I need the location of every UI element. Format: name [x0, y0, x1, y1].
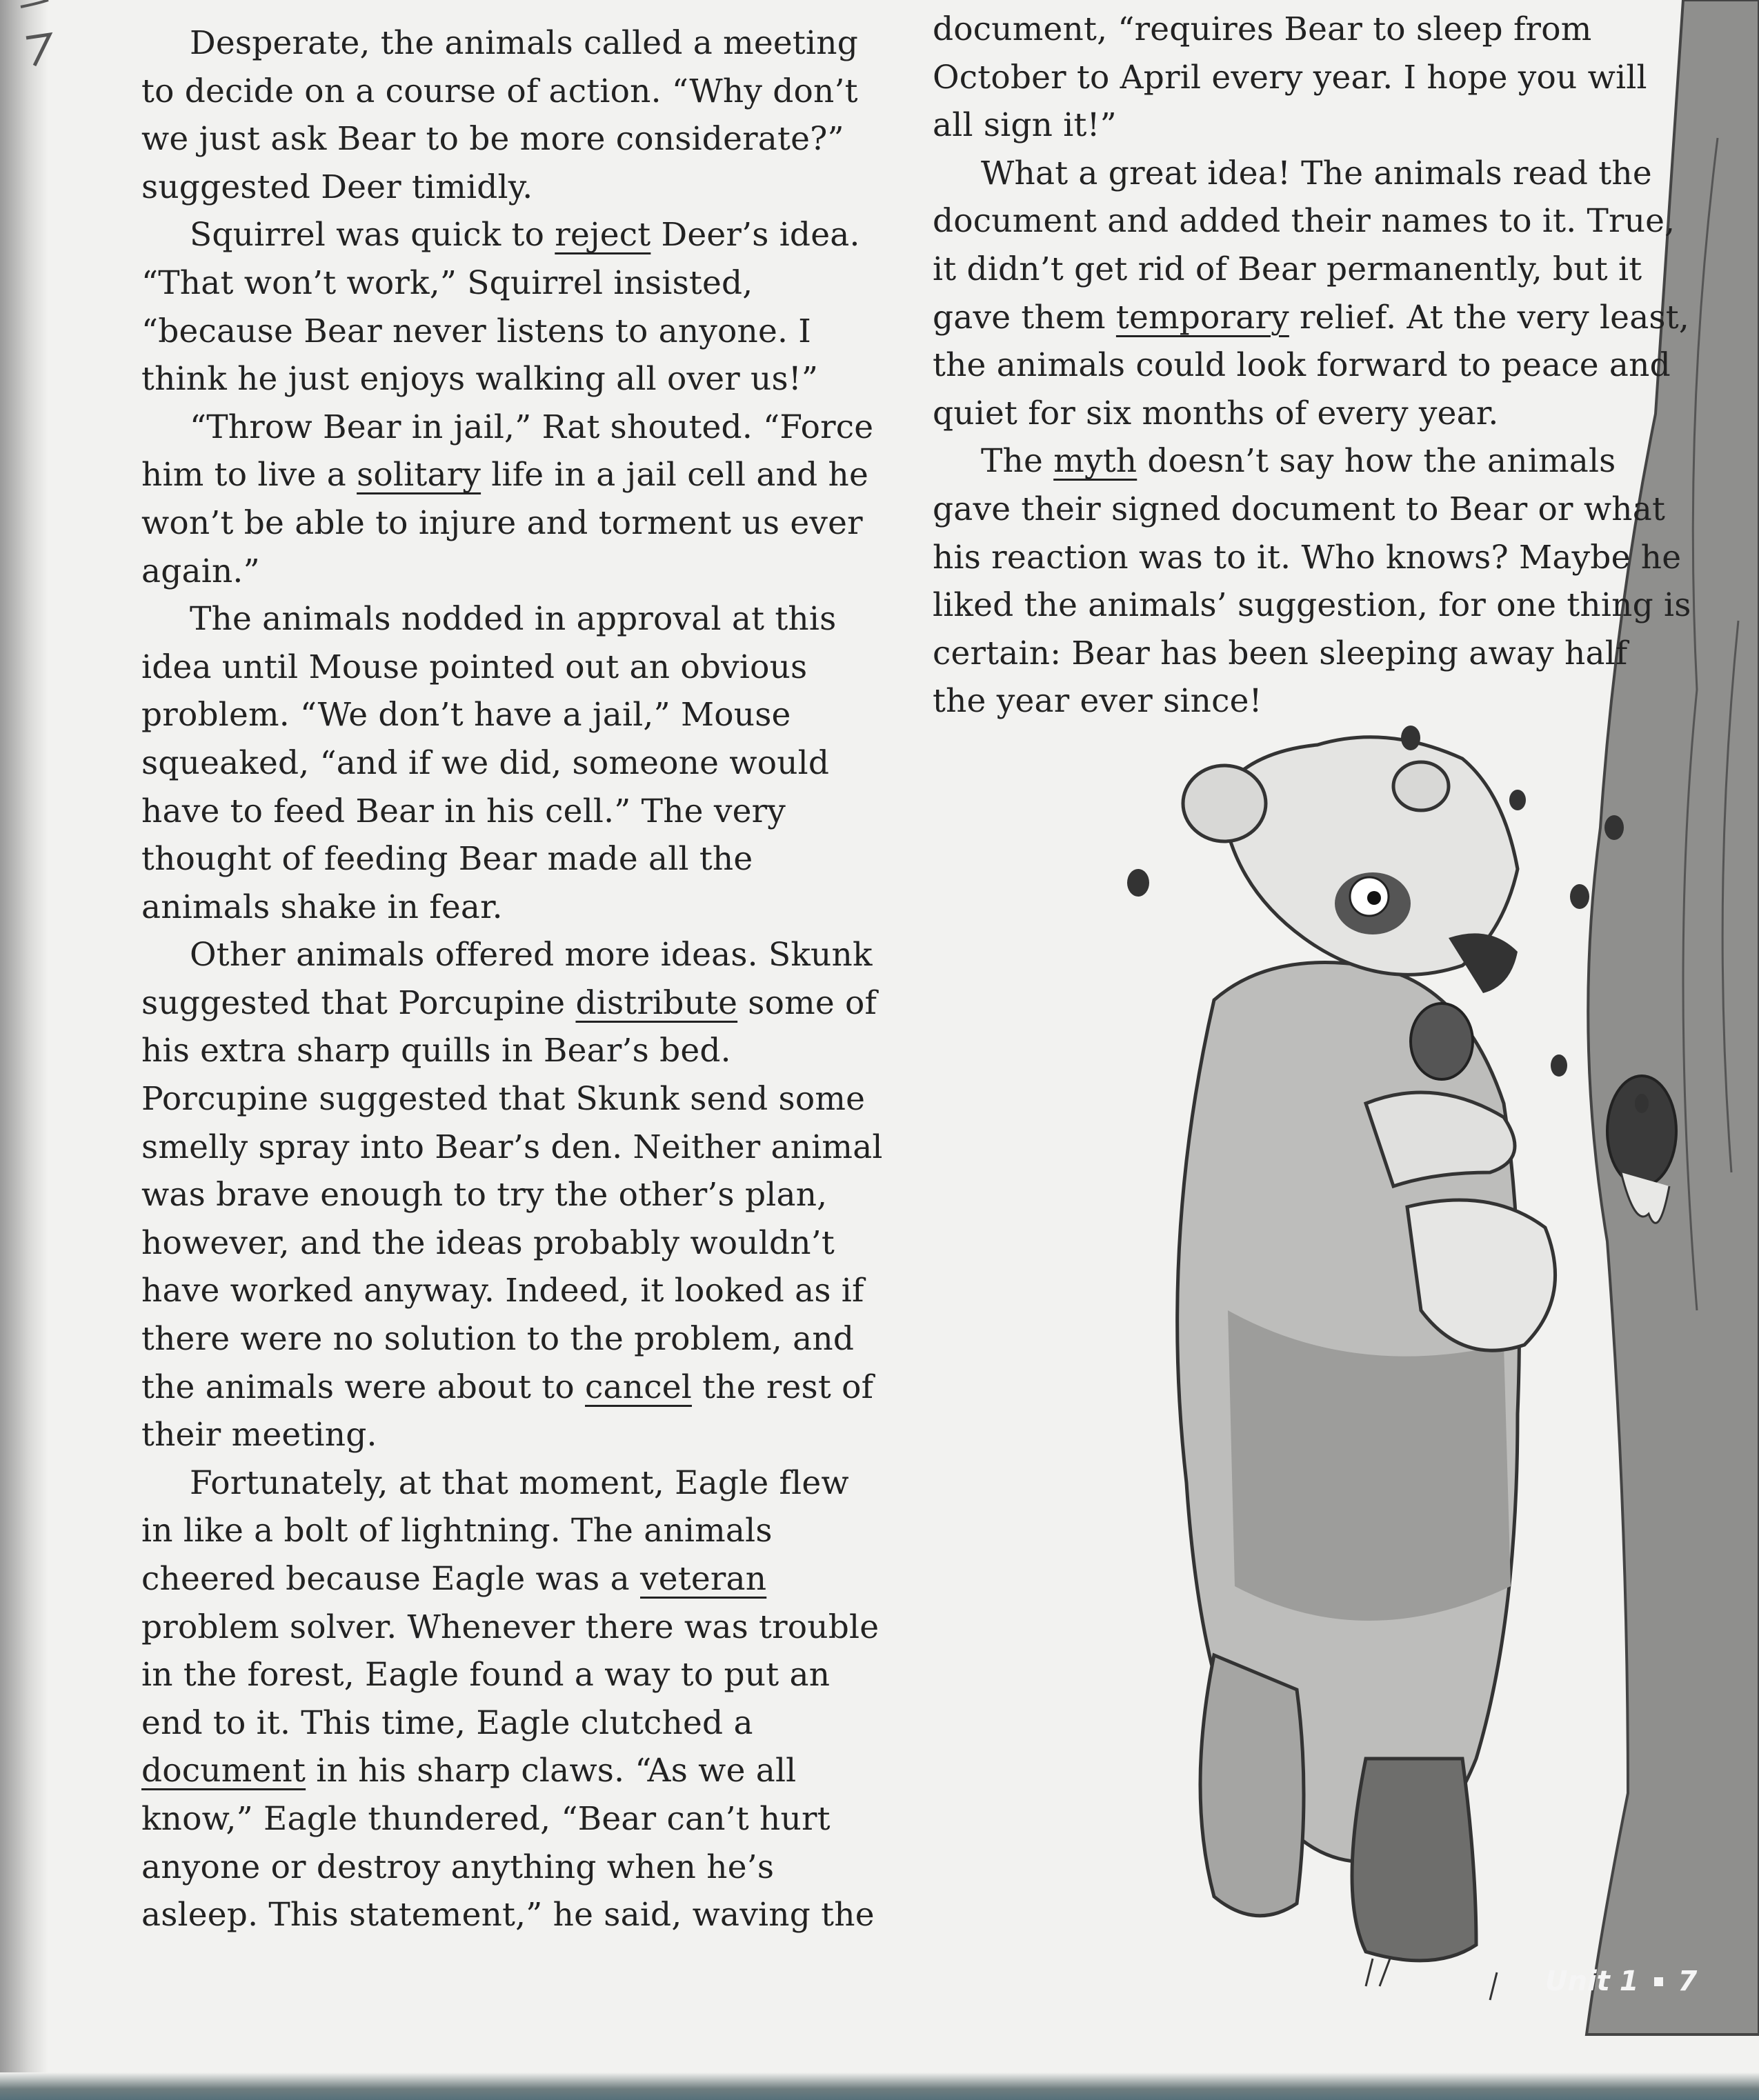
paragraph-text: “Throw Bear in jail,” Rat shouted. “Force him to live a — [141, 408, 874, 494]
paragraph-text: Deer’s idea. “That won’t work,” Squirrel insisted, “because Bear never listens to anyone. I think he just enjoys walking all over us!” — [141, 216, 860, 399]
vocabulary-word: veteran — [640, 1560, 767, 1598]
vocabulary-word: reject — [555, 216, 651, 254]
paragraph — [141, 931, 890, 1459]
paragraph-text: in his sharp claws. “As we all know,” Eagle thundered, “Bear can’t hurt anyone or destroy anything when he’s asleep. This statement,” he said, waving the — [141, 1752, 875, 1934]
paragraph-text: doesn’t say how the animals gave their signed document to Bear or what his reaction was to it. Who knows? Maybe he liked the animals’ suggestion, for one thing is certain: Bear has been sleeping away half the year ever since! — [933, 442, 1691, 721]
bear-ear — [1183, 766, 1266, 841]
page-footer — [1545, 1966, 1697, 1997]
paragraph — [141, 19, 890, 211]
paragraph-text: the rest of their meeting. — [141, 1368, 874, 1454]
vocabulary-word: distribute — [575, 983, 738, 1022]
paragraph-text: Desperate, the animals called a meeting to decide on a course of action. “Why don’t we just ask Bear to be more considerate?” suggested Deer timidly. — [141, 24, 858, 206]
bear-mouth — [1411, 1003, 1473, 1079]
paragraph — [933, 150, 1691, 438]
paragraph-text: Squirrel was quick to — [190, 216, 555, 254]
story-left-column — [141, 19, 890, 1939]
paragraph-text: Fortunately, at that moment, Eagle flew in like a bolt of lightning. The animals cheered because Eagle was a — [141, 1463, 849, 1598]
paragraph-text: relief. At the very least, the animals could look forward to peace and quiet for six months of every year. — [933, 298, 1689, 432]
page-bottom-edge — [0, 2072, 1759, 2100]
separator-square — [1654, 1977, 1663, 1986]
story-right-column — [933, 6, 1691, 726]
paragraph-text: problem solver. Whenever there was trouble in the forest, Eagle found a way to put an end to it. This time, Eagle clutched a — [141, 1608, 880, 1742]
vocabulary-word: solitary — [357, 456, 481, 494]
unit-label: Unit 1 — [1545, 1966, 1639, 1997]
vocabulary-word: myth — [1053, 442, 1137, 481]
paragraph-text: Other animals offered more ideas. Skunk suggested that Porcupine — [141, 936, 873, 1022]
bear-leg — [1200, 1655, 1304, 1916]
vocabulary-word: document — [141, 1752, 306, 1790]
page-edge-shadow — [0, 0, 48, 2100]
paragraph-text: life in a jail cell and he won’t be able to injure and torment us ever again.” — [141, 456, 868, 590]
vocabulary-word: temporary — [1115, 298, 1289, 337]
paragraph-text: What a great idea! The animals read the document and added their names to it. True, it didn’t get rid of Bear permanently, but it gave them — [933, 154, 1676, 337]
paragraph — [141, 1459, 890, 1939]
paragraph — [933, 437, 1691, 726]
bear-leg — [1352, 1759, 1476, 1961]
paragraph — [141, 211, 890, 403]
paragraph-text: some of his extra sharp quills in Bear’s bed. Porcupine suggested that Skunk send some smelly spray into Bear’s den. Neither animal was brave enough to try the other’s plan, however, and the ideas probably wouldn’t have worked anyway. Indeed, it looked as if there were no solution to the problem, and the animals were about to — [141, 983, 883, 1406]
vocabulary-word: cancel — [585, 1368, 692, 1406]
paragraph — [141, 403, 890, 595]
pencil-mark — [7, 0, 62, 76]
paragraph — [933, 6, 1691, 150]
paragraph-text: The — [981, 442, 1054, 481]
bear-ear — [1393, 762, 1449, 810]
paragraph — [141, 595, 890, 931]
page-number: 7 — [1678, 1966, 1698, 1997]
beehive-hole — [1607, 1076, 1676, 1186]
paragraph-text: document, “requires Bear to sleep from October to April every year. I hope you will all sign it!” — [933, 10, 1647, 145]
paragraph-text: The animals nodded in approval at this idea until Mouse pointed out an obvious problem. “We don’t have a jail,” Mouse squeaked, “and if we did, someone would have to feed Bear in his cell.” The very thought of feeding Bear made all the animals shake in fear. — [141, 600, 837, 926]
